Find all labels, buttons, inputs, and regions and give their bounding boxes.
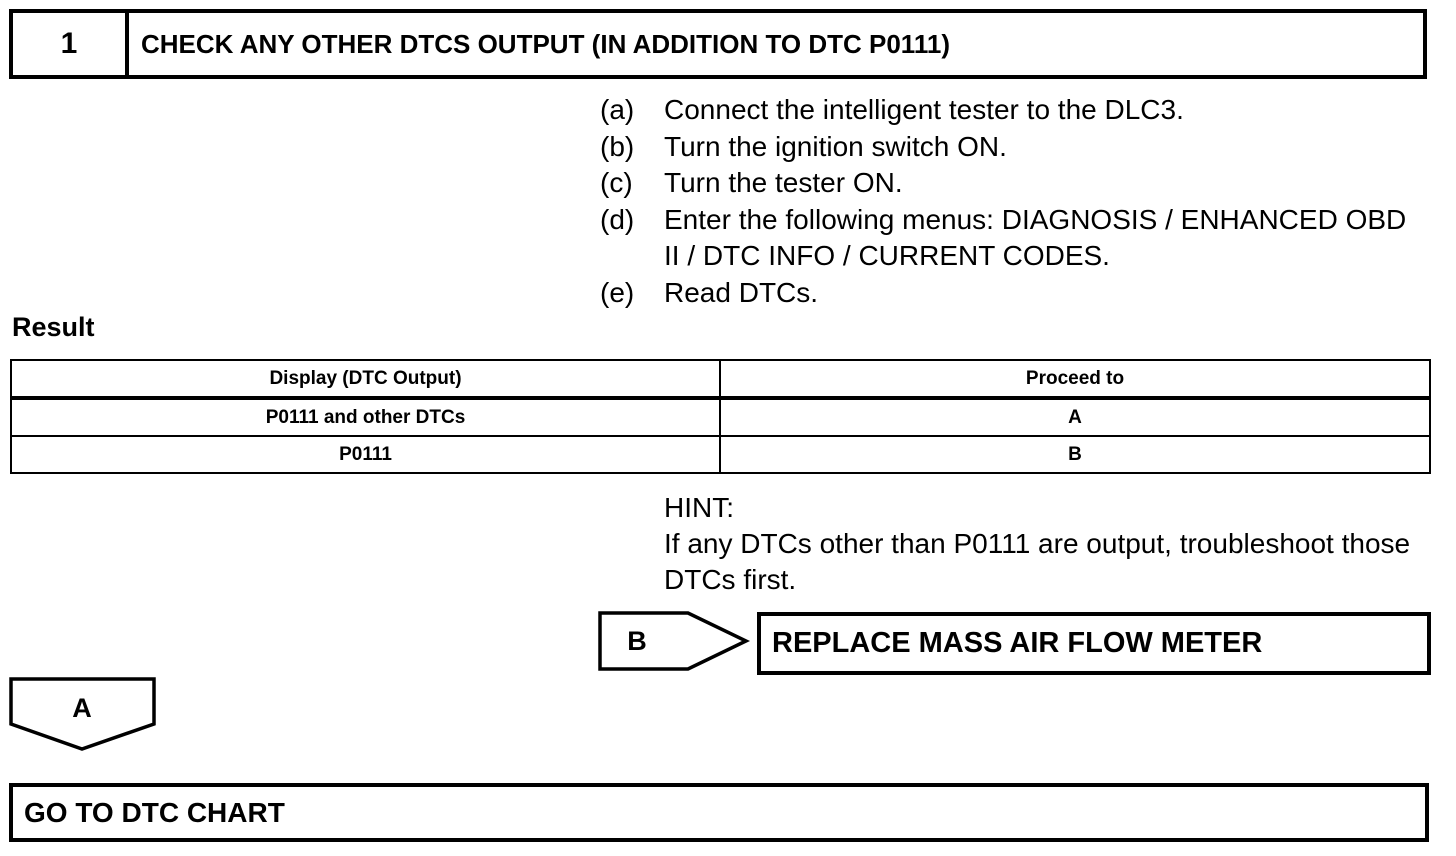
branch-b-label: B (627, 625, 647, 656)
instruction-text: Read DTCs. (664, 276, 819, 308)
instruction-letter: (a) (600, 94, 635, 125)
instruction-list (600, 92, 1420, 311)
instruction-item (600, 202, 1420, 275)
step-title: CHECK ANY OTHER DTCS OUTPUT (IN ADDITION TO DTC P0111) (141, 28, 950, 59)
table-header-cell: Proceed to (720, 360, 1430, 398)
table-header-cell: Display (DTC Output) (11, 360, 720, 398)
table-row (11, 398, 1430, 436)
result-table (10, 359, 1431, 474)
hint-label: HINT: (664, 492, 734, 523)
hint (664, 490, 1424, 598)
instruction-letter: (e) (600, 276, 635, 308)
instruction-text: Enter the following menus: DIAGNOSIS / ENHANCED OBD II / DTC INFO / CURRENT CODES. (664, 203, 1407, 271)
instruction-text: Connect the intelligent tester to the DLC3. (664, 94, 1184, 125)
instruction-item (600, 165, 1420, 202)
table-header-row (11, 360, 1430, 398)
hint-text: If any DTCs other than P0111 are output, troubleshoot those DTCs first. (664, 528, 1411, 595)
result-label: Result (12, 312, 95, 342)
table-cell: A (720, 398, 1430, 436)
replace-action-box: REPLACE MASS AIR FLOW METER (757, 612, 1431, 675)
instruction-item (600, 275, 1420, 312)
instruction-letter: (d) (600, 203, 635, 235)
table-cell: P0111 and other DTCs (11, 398, 720, 436)
instruction-text: Turn the tester ON. (664, 167, 903, 198)
instruction-letter: (c) (600, 167, 633, 198)
goto-action-box: GO TO DTC CHART (9, 783, 1429, 842)
instruction-text: Turn the ignition switch ON. (664, 130, 1007, 162)
instruction-item (600, 129, 1420, 166)
step-number: 1 (13, 13, 129, 75)
branch-a-label: A (72, 692, 92, 723)
step-header (9, 9, 1427, 79)
instruction-item (600, 92, 1420, 129)
table-cell: B (720, 436, 1430, 473)
instruction-letter: (b) (600, 130, 635, 162)
table-cell: P0111 (11, 436, 720, 473)
table-row (11, 436, 1430, 473)
